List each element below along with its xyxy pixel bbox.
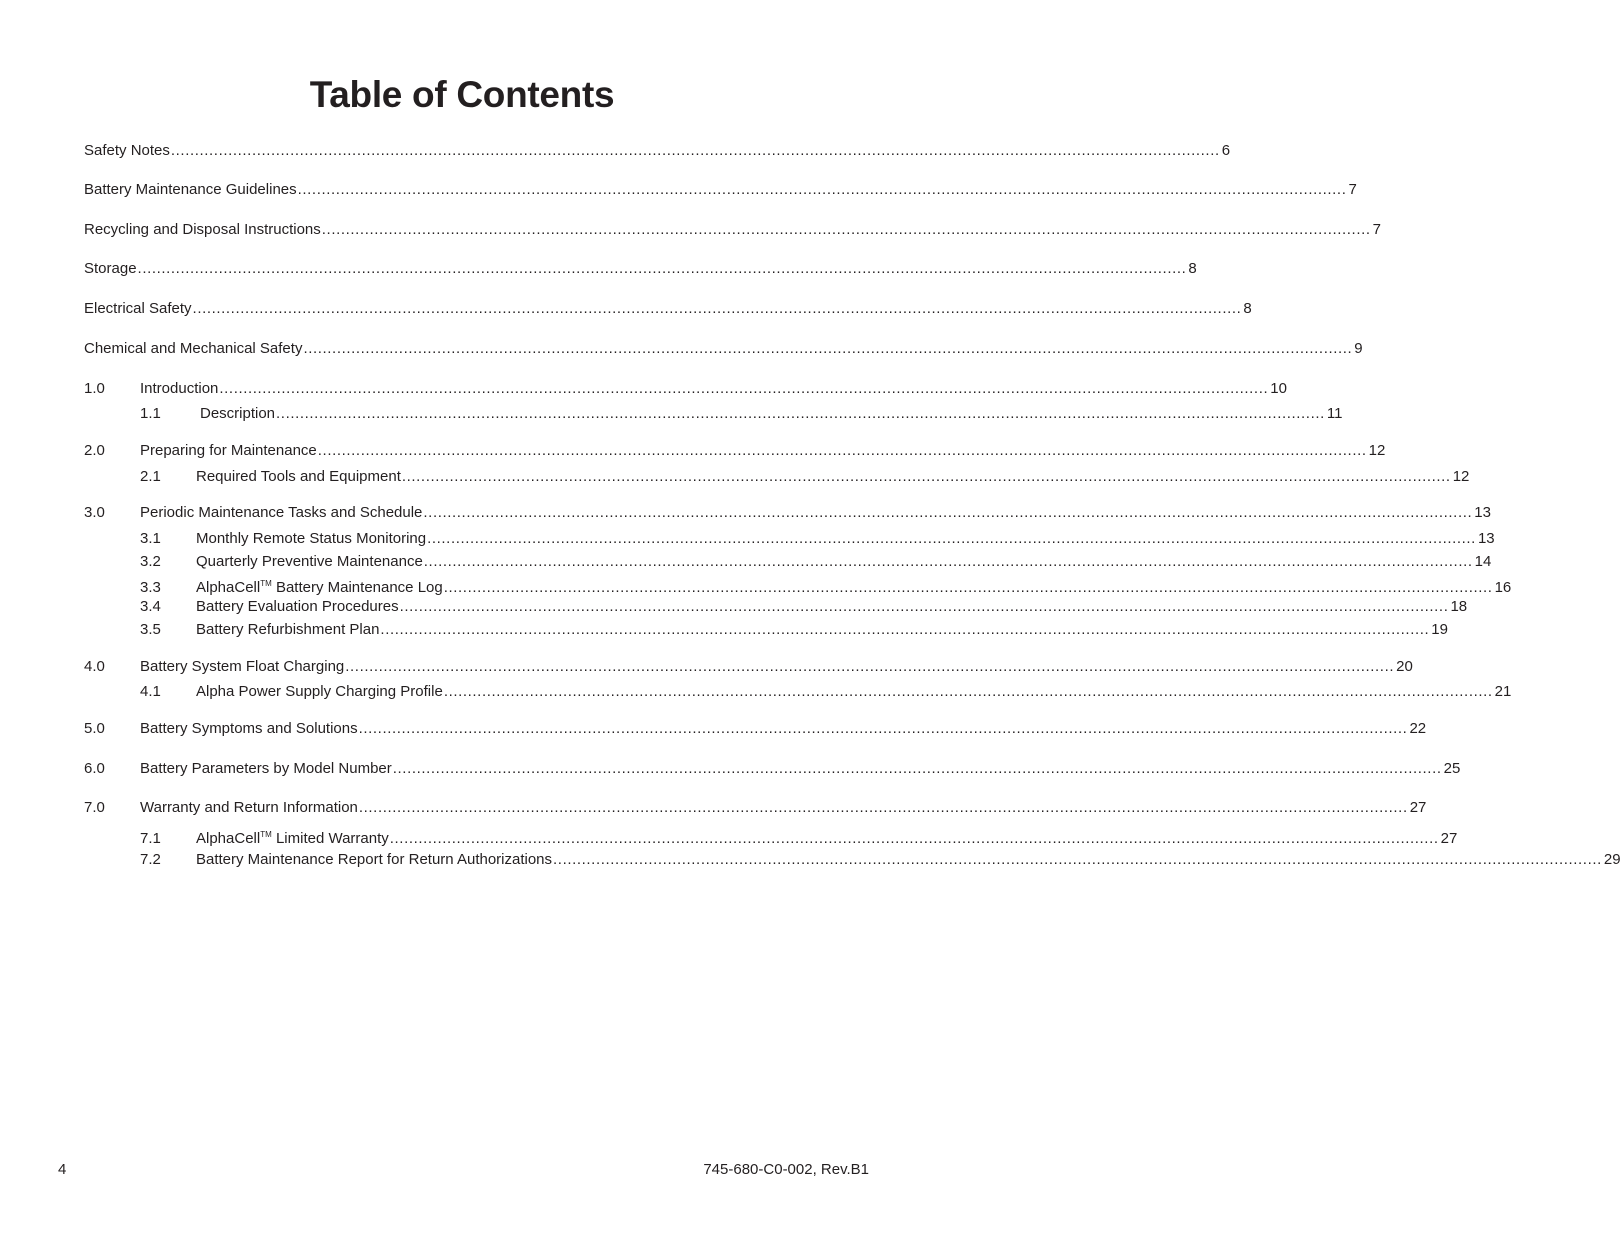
- toc-entry-3-0[interactable]: [84, 503, 1491, 523]
- toc-entry-label: Storage: [84, 260, 137, 277]
- footer-document-id: 745-680-C0-002, Rev.B1: [703, 1161, 869, 1178]
- toc-section-number: 3.3: [140, 579, 161, 596]
- toc-page-number: 7: [1348, 181, 1357, 198]
- dot-leader: ............................................................................................................................................................................................................................: [303, 340, 1353, 357]
- dot-leader: ............................................................................................................................................................................................................................: [553, 851, 1602, 868]
- toc-entry-7-2[interactable]: [140, 850, 1621, 870]
- toc-entry-recycling[interactable]: [84, 220, 1381, 240]
- page-title: Table of Contents: [309, 74, 615, 115]
- toc-entry-label: Introduction: [140, 380, 219, 397]
- toc-page-number: 19: [1431, 621, 1448, 638]
- dot-leader: ............................................................................................................................................................................................................................: [401, 468, 1451, 485]
- toc-page-number: 14: [1474, 553, 1492, 570]
- dot-leader: ............................................................................................................................................................................................................................: [276, 405, 1325, 422]
- toc-section-number: 1.0: [84, 380, 105, 397]
- toc-section-number: 2.1: [140, 468, 161, 485]
- toc-entry-label: Recycling and Disposal Instructions: [84, 221, 321, 238]
- toc-entry-label: Battery Maintenance Guidelines: [84, 181, 297, 198]
- toc-entry-4-1[interactable]: [140, 682, 1512, 702]
- toc-section-number: 6.0: [84, 760, 105, 777]
- toc-page-number: 7: [1372, 221, 1381, 238]
- toc-section-number: 3.5: [140, 621, 161, 638]
- toc-page-number: 12: [1368, 442, 1386, 459]
- trademark-mark: TM: [260, 830, 272, 839]
- toc-entry-label: Battery Evaluation Procedures: [196, 598, 399, 615]
- toc-entry-3-2[interactable]: [140, 552, 1492, 572]
- trademark-mark: TM: [260, 579, 272, 588]
- toc-section-number: 3.2: [140, 553, 161, 570]
- toc-entry-label: Battery Maintenance Report for Return Authorizations: [196, 851, 553, 868]
- toc-entry-5-0[interactable]: [84, 719, 1427, 739]
- toc-entry-label: Battery Symptoms and Solutions: [140, 720, 358, 737]
- toc-section-number: 7.1: [140, 830, 161, 847]
- toc-entry-label: Battery Refurbishment Plan: [196, 621, 380, 638]
- toc-page-number: 18: [1450, 598, 1468, 615]
- dot-leader: ............................................................................................................................................................................................................................: [423, 504, 1473, 521]
- toc-page-number: 12: [1452, 468, 1470, 485]
- toc-page-number: 10: [1270, 380, 1287, 397]
- toc-entry-safety-notes[interactable]: [84, 141, 1231, 161]
- toc-section-number: 5.0: [84, 720, 105, 737]
- toc-entry-electrical-safety[interactable]: [84, 299, 1252, 319]
- dot-leader: ............................................................................................................................................................................................................................: [443, 579, 1493, 596]
- toc-page-number: 29: [1603, 851, 1621, 868]
- toc-entry-1-1[interactable]: [140, 404, 1343, 424]
- toc-section-number: 3.1: [140, 530, 161, 547]
- toc-section-number: 1.1: [140, 405, 161, 422]
- toc-section-number: 4.1: [140, 683, 161, 700]
- toc-page-number: 27: [1440, 830, 1458, 847]
- toc-section-number: 2.0: [84, 442, 105, 459]
- toc-entry-7-0[interactable]: [84, 798, 1427, 818]
- dot-leader: ............................................................................................................................................................................................................................: [358, 799, 1408, 816]
- toc-entry-label: Description: [200, 405, 276, 422]
- dot-leader: ............................................................................................................................................................................................................................: [427, 530, 1476, 547]
- toc-page-number: 16: [1494, 579, 1512, 596]
- toc-entry-7-1[interactable]: [140, 825, 1458, 847]
- toc-entry-4-0[interactable]: [84, 657, 1413, 677]
- toc-entry-label: Preparing for Maintenance: [140, 442, 317, 459]
- dot-leader: ............................................................................................................................................................................................................................: [380, 621, 1430, 638]
- dot-leader: ............................................................................................................................................................................................................................: [297, 181, 1347, 198]
- toc-page-number: 13: [1474, 504, 1491, 521]
- toc-entry-label: Electrical Safety: [84, 300, 192, 317]
- toc-entry-label-brand: AlphaCell: [196, 830, 261, 847]
- dot-leader: ............................................................................................................................................................................................................................: [137, 260, 1187, 277]
- toc-page-number: 27: [1409, 799, 1427, 816]
- toc-entry-battery-maintenance-guidelines[interactable]: [84, 180, 1357, 200]
- toc-page-number: 21: [1494, 683, 1512, 700]
- toc-entry-3-4[interactable]: [140, 597, 1468, 617]
- dot-leader: ............................................................................................................................................................................................................................: [399, 598, 1449, 615]
- toc-entry-label: Monthly Remote Status Monitoring: [196, 530, 427, 547]
- toc-entry-label-rest: Battery Maintenance Log: [271, 579, 443, 596]
- toc-entry-label: [196, 825, 389, 849]
- toc-entry-label: Periodic Maintenance Tasks and Schedule: [140, 504, 423, 521]
- toc-page-number: 8: [1243, 300, 1252, 317]
- dot-leader: ............................................................................................................................................................................................................................: [443, 683, 1493, 700]
- toc-section-number: 4.0: [84, 658, 105, 675]
- toc-entry-label: Alpha Power Supply Charging Profile: [196, 683, 443, 700]
- toc-entry-label-rest: Limited Warranty: [271, 830, 389, 847]
- toc-entry-2-0[interactable]: [84, 441, 1386, 461]
- dot-leader: ............................................................................................................................................................................................................................: [170, 142, 1220, 159]
- dot-leader: ............................................................................................................................................................................................................................: [317, 442, 1367, 459]
- toc-page-number: 6: [1221, 142, 1231, 159]
- toc-page-number: 20: [1396, 658, 1413, 675]
- toc-entry-label: Warranty and Return Information: [140, 799, 358, 816]
- toc-page-number: 22: [1409, 720, 1427, 737]
- toc-entry-label: Chemical and Mechanical Safety: [84, 340, 303, 357]
- dot-leader: ............................................................................................................................................................................................................................: [219, 380, 1269, 397]
- toc-entry-6-0[interactable]: [84, 759, 1461, 779]
- toc-page-number: 8: [1188, 260, 1197, 277]
- dot-leader: ............................................................................................................................................................................................................................: [345, 658, 1395, 675]
- toc-page-number: 13: [1477, 530, 1495, 547]
- toc-entry-label-brand: AlphaCell: [196, 579, 261, 596]
- toc-entry-label: Battery System Float Charging: [140, 658, 345, 675]
- toc-entry-3-3[interactable]: [140, 574, 1512, 596]
- toc-page-number: 25: [1443, 760, 1461, 777]
- toc-section-number: 3.4: [140, 598, 161, 615]
- dot-leader: ............................................................................................................................................................................................................................: [389, 830, 1439, 847]
- toc-entry-label: Quarterly Preventive Maintenance: [196, 553, 423, 570]
- footer-page-number: 4: [58, 1161, 67, 1178]
- toc-entry-3-1[interactable]: [140, 529, 1495, 549]
- toc-entry-label: Required Tools and Equipment: [196, 468, 401, 485]
- dot-leader: ............................................................................................................................................................................................................................: [192, 300, 1242, 317]
- toc-entry-storage[interactable]: [84, 259, 1197, 279]
- toc-entry-label: Battery Parameters by Model Number: [140, 760, 392, 777]
- toc-entry-chemical-mechanical-safety[interactable]: [84, 339, 1363, 359]
- toc-section-number: 7.0: [84, 799, 105, 816]
- dot-leader: ............................................................................................................................................................................................................................: [392, 760, 1442, 777]
- dot-leader: ............................................................................................................................................................................................................................: [358, 720, 1408, 737]
- toc-section-number: 7.2: [140, 851, 161, 868]
- toc-page-number: 9: [1354, 340, 1363, 357]
- toc-entry-2-1[interactable]: [140, 467, 1470, 487]
- dot-leader: ............................................................................................................................................................................................................................: [423, 553, 1473, 570]
- toc-entry-1-0[interactable]: [84, 379, 1287, 399]
- toc-entry-3-5[interactable]: [140, 620, 1448, 640]
- dot-leader: ............................................................................................................................................................................................................................: [321, 221, 1371, 238]
- toc-entry-label: [196, 574, 443, 598]
- toc-section-number: 3.0: [84, 504, 105, 521]
- toc-page-number: 11: [1326, 405, 1343, 422]
- toc-entry-label: Safety Notes: [84, 142, 170, 159]
